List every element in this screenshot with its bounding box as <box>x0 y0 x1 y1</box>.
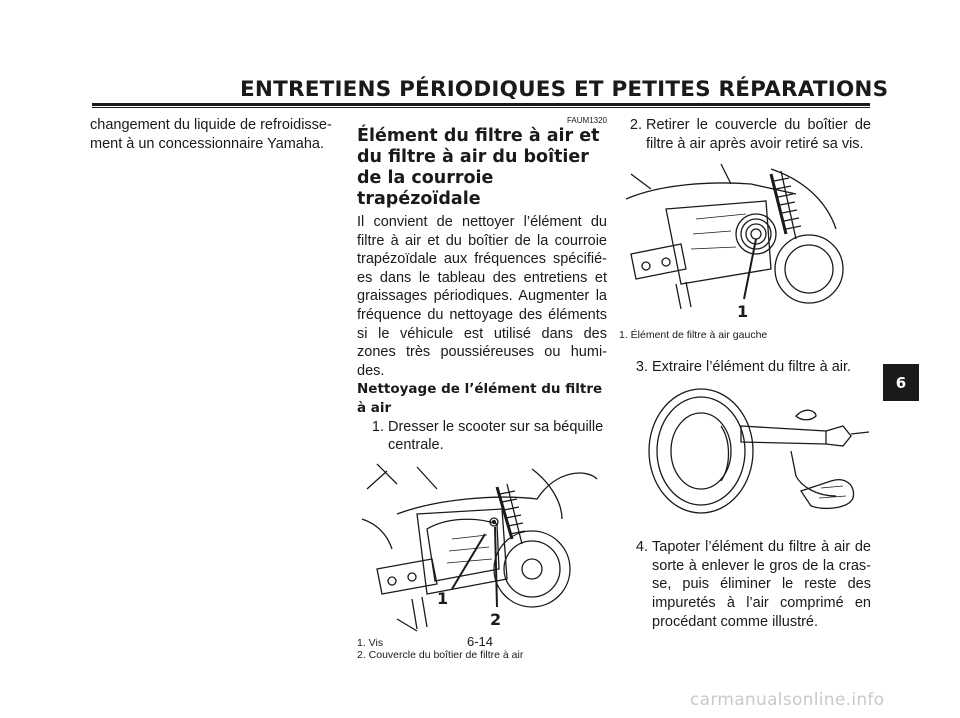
step-text: Retirer le couvercle du boîtier de filtre à air après avoir retiré sa vis. <box>646 117 871 152</box>
step-3 <box>621 358 871 377</box>
header-rule-thick <box>92 103 870 106</box>
watermark: carmanualsonline.info <box>690 690 885 710</box>
figure-caption-2: 2. Couvercle du boîtier de filtre à air <box>357 649 524 662</box>
figure-label-1: 1 <box>737 302 749 322</box>
figure-air-filter-element-left <box>621 159 871 329</box>
step-number: 1. <box>371 418 384 435</box>
section-heading: Élément du filtre à air et du filtre à air du boîtier de la courroie trapézoïdale <box>357 126 600 209</box>
figure-scooter-air-filter-cover <box>357 459 607 637</box>
figure-label-1: 1 <box>437 588 449 608</box>
step-text: Dresser le scooter sur sa béquille centrale. <box>388 418 604 454</box>
continued-paragraph: changement du liquide de refroidisse- ment à un concessionnaire Yamaha. <box>90 117 332 152</box>
subsection-heading: Nettoyage de l’élément du filtre à air <box>357 381 603 416</box>
step-number: 2. <box>629 117 642 133</box>
step-1 <box>357 418 607 455</box>
reference-code: FAUM1320 <box>566 116 607 125</box>
step-4 <box>621 538 871 631</box>
page-header-title: ENTRETIENS PÉRIODIQUES ET PETITES RÉPARATIONS <box>240 77 889 102</box>
column-left <box>90 116 340 153</box>
step-number: 4. <box>635 539 648 556</box>
header-rule-thin <box>92 107 870 108</box>
page-number: 6-14 <box>466 634 494 649</box>
figure-caption-1: 1. Vis <box>357 636 384 649</box>
column-right <box>621 116 871 631</box>
chapter-tab: 6 <box>883 364 919 401</box>
figure-label-2: 2 <box>490 609 502 629</box>
figure-extract-filter-element <box>621 386 871 536</box>
step-text: Tapoter l’élément du filtre à air de sorte à enlever le gros de la cras- se, puis éliminer le reste des impuretés à l’air comprimé en procédant comme illustré. <box>652 539 871 630</box>
column-middle <box>357 116 607 662</box>
section-body: Il convient de nettoyer l’élément du filtre à air et du boîtier de la courroie trapézoïdale aux fréquences spécifié- es dans le tableau des entretiens et graissages périodiques. Augmenter la fréquence du nettoyage des éléments si le véhicule est utilisé dans des zones très poussiéreuses ou humi- des. <box>357 214 607 379</box>
step-2 <box>615 116 871 153</box>
step-text: Extraire l’élément du filtre à air. <box>652 358 852 375</box>
figure-caption: 1. Élément de filtre à air gauche <box>619 329 768 342</box>
step-number: 3. <box>635 358 648 375</box>
